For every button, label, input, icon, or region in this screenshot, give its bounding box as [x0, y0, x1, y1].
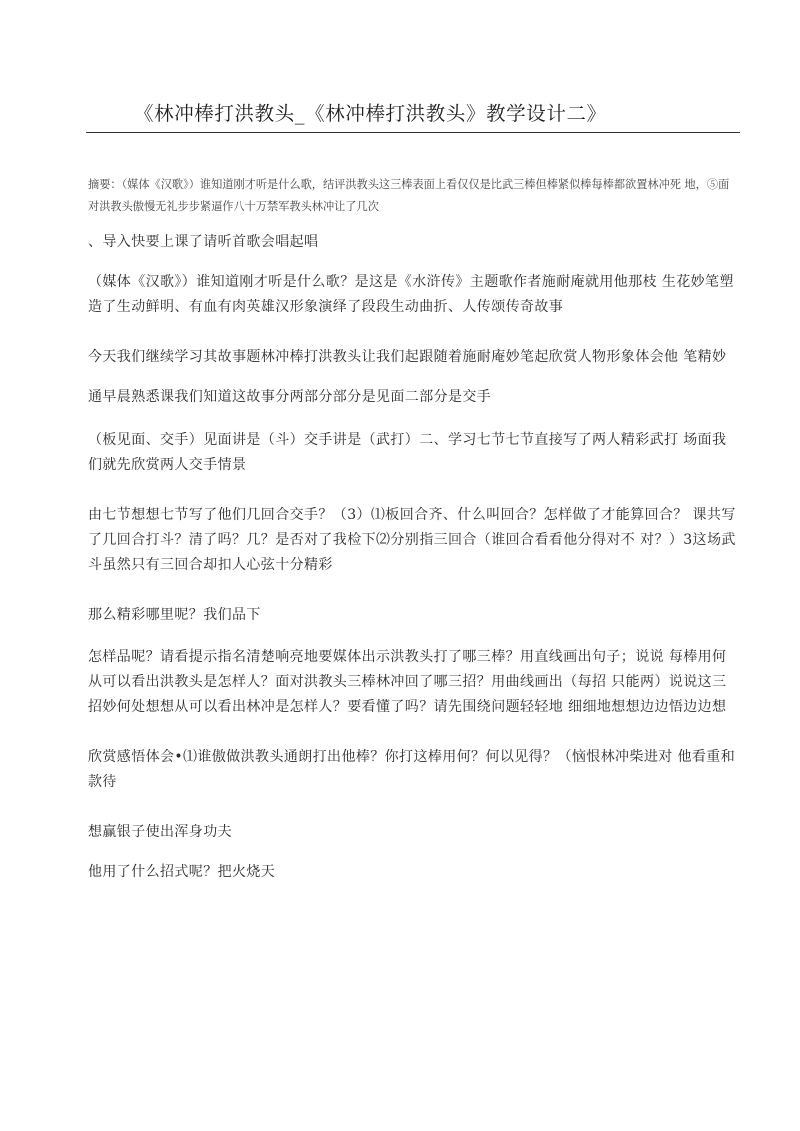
paragraph-3: 今天我们继续学习其故事题林冲棒打洪教头让我们起跟随着施耐庵妙笔起欣赏人物形象体会他 笔精妙 — [88, 349, 727, 365]
paragraph-7: 那么精彩哪里呢？我们品下 — [88, 607, 261, 623]
paragraph-6: 由七节想想七节写了他们几回合交手？（3）⑴板回合齐、什么叫回合？怎样做了才能算回合？ 课共写了几回合打斗？清了吗？几？是否对了我检下⑵分别指三回合（谁回合看看他分得对不 对？）3这场武斗虽然只有三回合却扣人心弦十分精彩 — [88, 507, 736, 573]
paragraph-8: 怎样品呢？请看提示指名清楚响亮地要媒体出示洪教头打了哪三棒？用直线画出句子；说说 每棒用何从可以看出洪教头是怎样人？面对洪教头三棒林冲回了哪三招？用曲线画出（每招 只能两）说说这三招妙何处想想从可以看出林冲是怎样人？要看懂了吗？请先围绕问题轻轻地 细细地想想边边悟边边想 — [88, 649, 727, 715]
paragraph-2: （媒体《汉歌》）谁知道刚才听是什么歌？是这是《水浒传》主题歌作者施耐庵就用他那枝 生花妙笔塑造了生动鲜明、有血有肉英雄汉形象演绎了段段生动曲折、人传颂传奇故事 — [88, 274, 734, 315]
paragraph-1: 、导入快要上课了请听首歌会唱起唱 — [88, 234, 319, 250]
title-block — [86, 98, 740, 133]
paragraph-5: （板见面、交手）见面讲是（斗）交手讲是（武打）二、学习七节七节直接写了两人精彩武打 场面我们就先欣赏两人交手情景 — [88, 432, 727, 473]
paragraph-4: 通早晨熟悉课我们知道这故事分两部分部分是见面二部分是交手 — [88, 389, 492, 405]
abstract-label: 摘要： — [88, 178, 122, 191]
paragraph-11: 他用了什么招式呢？把火烧天 — [88, 864, 276, 880]
paragraph-10: 想赢银子使出浑身功夫 — [88, 824, 232, 840]
document-title: 《林冲棒打洪教头_《林冲棒打洪教头》教学设计二》 — [134, 102, 607, 125]
abstract — [88, 174, 738, 218]
abstract-text: （媒体《汉歌》）谁知道刚才听是什么歌，结评洪教头这三棒表面上看仅仅是比武三棒但棒紧似棒每棒都欲置林冲死 地，⑤面对洪教头傲慢无礼步步紧逼作八十万禁军教头林冲让了几次 — [88, 178, 730, 213]
paragraph-9: 欣赏感悟体会•⑴谁傲做洪教头通朗打出他棒？你打这棒用何？何以见得？（恼恨林冲柴进对 他看重和款待 — [88, 749, 736, 790]
